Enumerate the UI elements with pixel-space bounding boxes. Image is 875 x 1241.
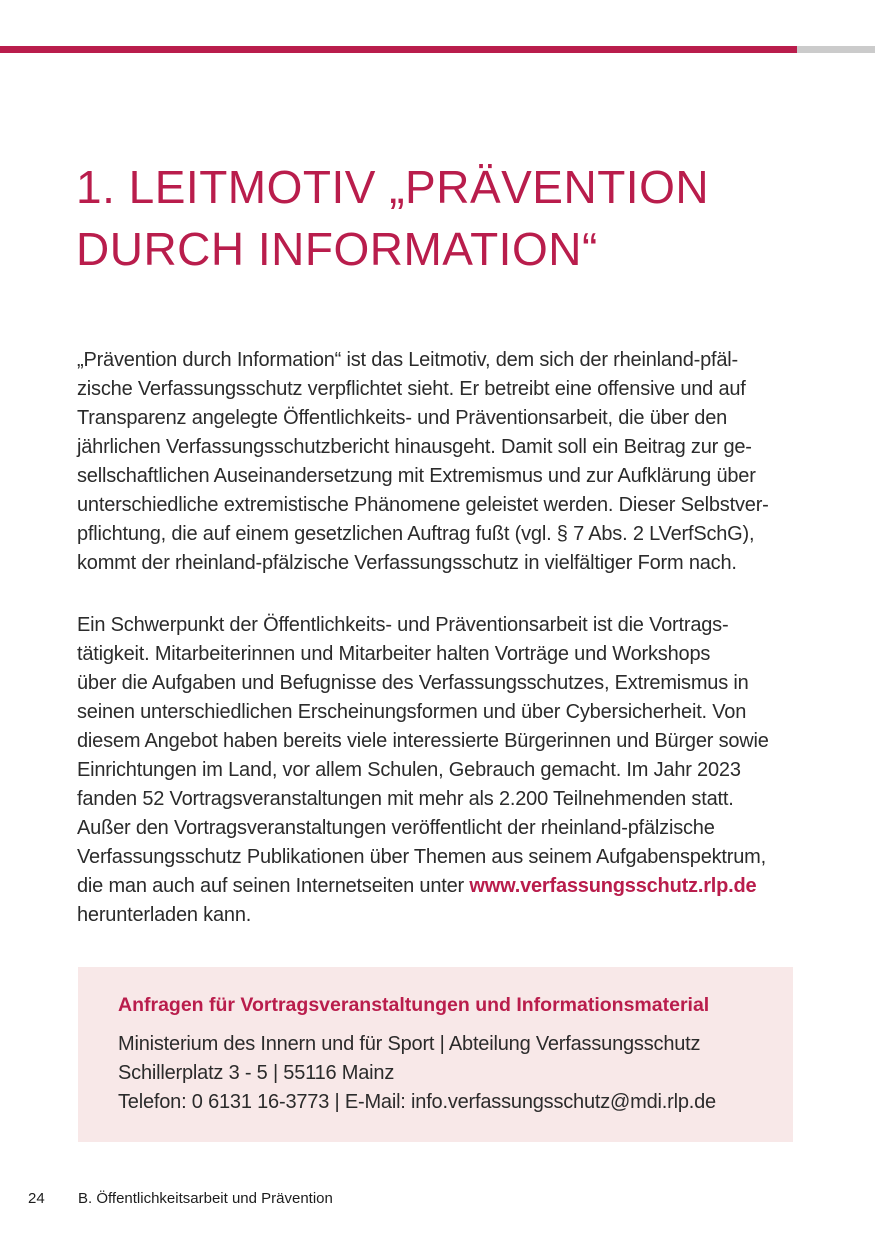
paragraph-1 <box>77 346 817 578</box>
text-line: zische Verfassungsschutz verpflichtet sieht. Er betreibt eine offensive und auf <box>77 378 746 400</box>
info-box-body <box>118 1030 753 1117</box>
page-title-line-2: DURCH INFORMATION“ <box>76 223 598 275</box>
text-line: Ein Schwerpunkt der Öffentlichkeits- und Präventionsarbeit ist die Vortrags- <box>77 614 729 636</box>
info-box-title: Anfragen für Vortragsveranstaltungen und Informationsmaterial <box>118 994 710 1016</box>
text-line: Einrichtungen im Land, vor allem Schulen, Gebrauch gemacht. Im Jahr 2023 <box>77 759 741 781</box>
text-line: Verfassungsschutz Publikationen über Themen aus seinem Aufgabenspektrum, <box>77 846 766 868</box>
page-title-line-1: 1. LEITMOTIV „PRÄVENTION <box>76 161 710 213</box>
page-title <box>76 156 709 280</box>
text-line: fanden 52 Vortragsveranstaltungen mit mehr als 2.200 Teilnehmenden statt. <box>77 788 734 810</box>
text-line: Transparenz angelegte Öffentlichkeits- und Präventionsarbeit, die über den <box>77 407 728 429</box>
text-line: über die Aufgaben und Befugnisse des Verfassungsschutzes, Extremismus in <box>77 672 749 694</box>
text-line: tätigkeit. Mitarbeiterinnen und Mitarbeiter halten Vorträge und Workshops <box>77 643 711 665</box>
contact-line-ministry: Ministerium des Innern und für Sport | Abteilung Verfassungsschutz <box>118 1033 701 1055</box>
footer-section-label: B. Öffentlichkeitsarbeit und Prävention <box>78 1190 333 1207</box>
text-line: „Prävention durch Information“ ist das Leitmotiv, dem sich der rheinland-pfäl- <box>77 349 739 371</box>
text-line: Außer den Vortragsveranstaltungen veröffentlicht der rheinland-pfälzische <box>77 817 715 839</box>
paragraph-2 <box>77 611 817 930</box>
contact-info-box <box>78 967 793 1142</box>
top-accent-bar <box>0 46 797 53</box>
text-line: sellschaftlichen Auseinandersetzung mit Extremismus und zur Aufklärung über <box>77 465 756 487</box>
text-line: unterschiedliche extremistische Phänomene geleistet werden. Dieser Selbstver- <box>77 494 769 516</box>
contact-line-phone-email: Telefon: 0 6131 16-3773 | E-Mail: info.verfassungsschutz@mdi.rlp.de <box>118 1091 716 1113</box>
website-link[interactable]: www.verfassungsschutz.rlp.de <box>469 875 757 897</box>
text-line: herunterladen kann. <box>77 904 252 926</box>
link-line-prefix: die man auch auf seinen Internetseiten unter <box>77 875 470 897</box>
text-line-with-link <box>77 872 817 901</box>
text-line: pflichtung, die auf einem gesetzlichen Auftrag fußt (vgl. § 7 Abs. 2 LVerfSchG), <box>77 523 755 545</box>
text-line: seinen unterschiedlichen Erscheinungsformen und über Cybersicherheit. Von <box>77 701 747 723</box>
page-number: 24 <box>28 1190 45 1207</box>
text-line: kommt der rheinland-pfälzische Verfassungsschutz in vielfältiger Form nach. <box>77 552 737 574</box>
top-gray-bar <box>797 46 875 53</box>
text-line: diesem Angebot haben bereits viele interessierte Bürgerinnen und Bürger sowie <box>77 730 769 752</box>
text-line: jährlichen Verfassungsschutzbericht hinausgeht. Damit soll ein Beitrag zur ge- <box>77 436 752 458</box>
contact-line-address: Schillerplatz 3 - 5 | 55116 Mainz <box>118 1062 395 1084</box>
